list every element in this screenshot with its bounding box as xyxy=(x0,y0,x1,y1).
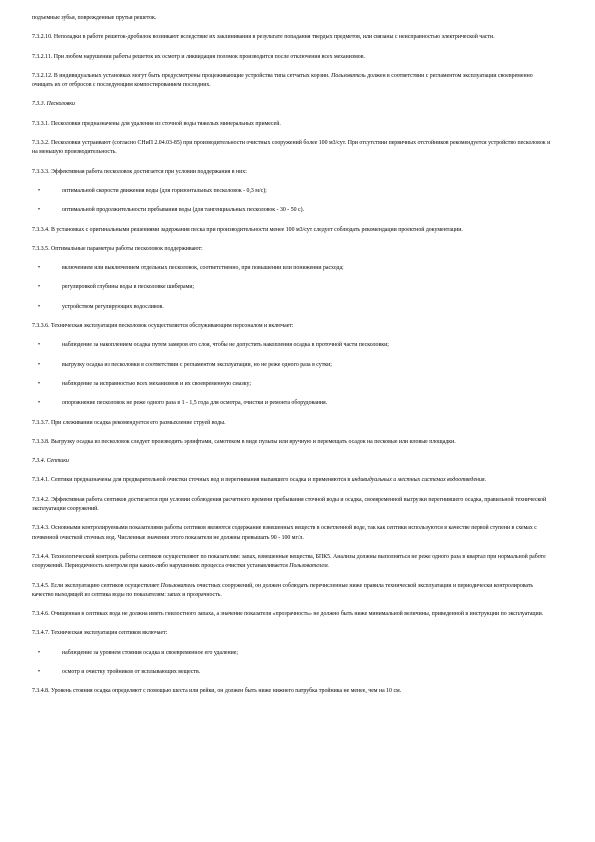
bullet-icon: • xyxy=(38,361,41,368)
list-item-text: наблюдение за исправностью всех механизмов и их своевременную смазку; xyxy=(62,380,251,387)
section-heading-sand-traps: 7.3.3. Песколовки xyxy=(32,101,75,108)
paragraph: 7.3.3.8. Выгрузку осадка из песколовок следует производить эрлифтами, самотеком в виде пульпы или вручную и перемещать осадок на песковые или иловые площадки. xyxy=(32,438,456,445)
bullet-icon: • xyxy=(38,265,41,272)
list-item-text: устройством регулирующих водосливов. xyxy=(62,303,164,310)
paragraph xyxy=(32,476,555,485)
paragraph-text: 7.3.4.1. Септики предназначены для предварительной очистки сточных вод и перегнивания выпавшего осадка и применяются в xyxy=(32,477,352,484)
paragraph xyxy=(32,553,555,572)
emphasis-user: Пользователь xyxy=(331,72,366,79)
section-heading-septic-tanks: 7.3.4. Септики xyxy=(32,458,69,465)
bullet-icon: • xyxy=(38,649,41,656)
bullet-icon: • xyxy=(38,668,41,675)
paragraph: 7.3.2.10. Неполадки в работе решеток-дробилок возникают вследствие их заклинивания в результате попадания твердых предметов, или связаны с неисправностью электрической части. xyxy=(32,34,495,41)
paragraph: 7.3.4.2. Эффективная работа септиков достигается при условии соблюдения расчетного времени пребывания сточной воды и осадка, своевременной выгрузки перегнившего осадка, правильной технической эксплуатации сооружений. xyxy=(32,496,547,513)
paragraph-text: очистных сооружений, он должен соблюдать перечисленные ниже правила технической эксплуатации и периодически контролировать качество выходящей из септика воды по показателям: запах и прозрачность. xyxy=(32,582,534,598)
list-item xyxy=(32,649,555,658)
paragraph: 7.3.4.3. Основными контролируемыми показателями работы септиков являются содержание взвешенных веществ в осветленной воде, так как септики используются в качестве первой ступени в схемах с почвенной очисткой сточных вод. Численные значения этого показателя не должны превышать 90 - 100 мг/л. xyxy=(32,525,537,541)
paragraph: 7.3.3.4. В установках с оригинальными решениями задержания песка при производительности менее 100 м3/сут следует соблюдать рекомендации проектной документации. xyxy=(32,226,463,233)
list-item-text: оптимальной продолжительности пребывания воды (для тангенциальных песколовок - 30 - 50 с). xyxy=(62,207,305,214)
emphasis-user: Пользователь xyxy=(160,582,196,589)
list-item-text: опорожнение песколовок не реже одного раза в 1 - 1,5 года для осмотра, очистки и ремонта оборудования. xyxy=(62,400,328,407)
paragraph: 7.3.4.7. Техническая эксплуатация септиков включает: xyxy=(32,630,168,637)
list-item-text: оптимальной скорости движения воды (для горизонтальных песколовок - 0,3 м/с); xyxy=(62,187,267,194)
paragraph: 7.3.3.7. При слеживании осадка рекомендуется его размыхление струей воды. xyxy=(32,419,226,426)
list-item-text: регулировкой глубины воды в песколовке шиберами; xyxy=(62,284,195,291)
bullet-icon: • xyxy=(38,207,41,214)
emphasis-user: Пользователем. xyxy=(289,563,330,570)
paragraph: 7.3.4.6. Очищенная в септиках вода не должна иметь гнилостного запаха, а значение показателя «прозрачность» не должно быть ниже минимальной величины, приведенной в инструкции по эксплуатации. xyxy=(32,611,544,618)
paragraph: подъемные зубья, поврежденные прутья решеток. xyxy=(32,15,157,21)
paragraph: 7.3.3.1. Песколовки предназначены для удаления из сточной воды тяжелых минеральных примесей. xyxy=(32,120,281,127)
list-item xyxy=(32,187,555,196)
paragraph xyxy=(32,72,555,91)
list-item xyxy=(32,668,555,677)
bullet-icon: • xyxy=(38,187,41,194)
paragraph: 7.3.3.2. Песколовки устраивают (согласно СНиП 2.04.03-85) при производительности очистных сооружений более 100 м3/сут. При отсутствии первичных отстойников рекомендуется устройство песколовок и на меньшую производительность. xyxy=(32,140,551,156)
bullet-icon: • xyxy=(38,400,41,407)
paragraph: 7.3.4.8. Уровень стояния осадка определяют с помощью шеста или рейки, он должен быть ниже нижнего патрубка тройника не менее, чем на 10 см. xyxy=(32,688,402,695)
paragraph-text: должен в соответствии с регламентом эксплуатации своевременно очищать их от отбросов с последующим компостированием последних. xyxy=(32,72,533,89)
paragraph: 7.3.3.3. Эффективная работа песколовок достигается при условии поддержания в них: xyxy=(32,168,247,175)
list-item xyxy=(32,303,555,312)
paragraph: 7.3.3.6. Техническая эксплуатация песколовок осуществляется обслуживающим персоналом и включает: xyxy=(32,323,294,330)
list-item xyxy=(32,341,555,350)
list-item xyxy=(32,399,555,408)
bullet-icon: • xyxy=(38,284,41,291)
bullet-icon: • xyxy=(38,342,41,349)
emphasis-systems: индивидуальных и местных системах водоотведения. xyxy=(351,477,487,484)
bullet-icon: • xyxy=(38,380,41,387)
list-item-text: включением или выключением отдельных песколовок, соответственно, при повышении или понижении расхода; xyxy=(62,265,344,272)
list-item xyxy=(32,283,555,292)
paragraph-text: 7.3.4.4. Технологический контроль работы септиков осуществляют по показателям: запах, взвешенные вещества, БПК5. Анализы должны выполняться не реже одного раза в квартал при нормальной работе сооружений. Периодичность контроля при каких-либо нарушениях процесса очистки устанавливается xyxy=(32,553,546,570)
paragraph-text: 7.3.4.5. Если эксплуатацию септиков осуществляет xyxy=(32,582,161,589)
bullet-icon: • xyxy=(38,303,41,310)
list-item xyxy=(32,264,555,273)
paragraph xyxy=(32,582,555,601)
list-item xyxy=(32,380,555,389)
list-item-text: наблюдение за накоплением осадка путем замеров его слоя, чтобы не допустить накопления осадка в проточной части песколовки; xyxy=(62,342,389,349)
paragraph: 7.3.2.11. При любом нарушении работы решеток их осмотр и ликвидация поломок производится после отключения всех механизмов. xyxy=(32,53,365,60)
paragraph-text: 7.3.2.12. В индивидуальных установках могут быть предусмотрены процеживающие устройства типа сетчатых корзин. xyxy=(32,72,332,79)
list-item-text: выгрузку осадка из песколовки в соответствии с регламентом эксплуатации, но не реже одного раза в сутки; xyxy=(62,361,332,368)
list-item xyxy=(32,206,555,215)
paragraph: 7.3.3.5. Оптимальные параметры работы песколовок поддерживают: xyxy=(32,245,203,252)
list-item-text: осмотр и очистку тройников от всплывающих веществ. xyxy=(62,668,201,675)
list-item-text: наблюдение за уровнем стояния осадка и своевременное его удаление; xyxy=(62,649,238,656)
list-item xyxy=(32,361,555,370)
